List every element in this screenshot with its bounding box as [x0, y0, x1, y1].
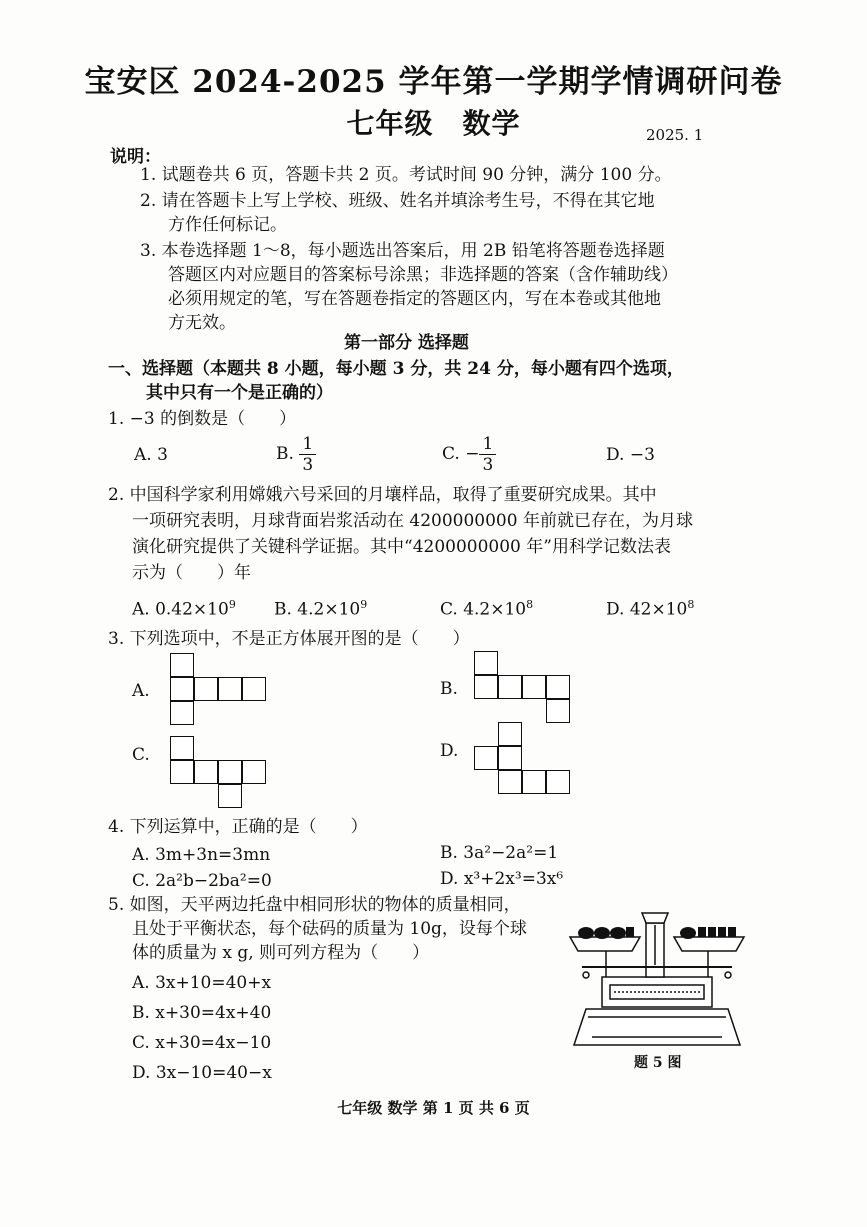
instructions-heading: 说明：	[110, 147, 161, 167]
q3-label-b: B.	[440, 679, 458, 699]
page-footer: 七年级 数学 第 1 页 共 6 页	[337, 1099, 530, 1117]
q2-option-a: A. $0.42\times 10^9$	[132, 598, 236, 620]
instruction-3-cont-1: 答题区内对应题目的答案标号涂黑；非选择题的答案（含作辅助线）	[168, 265, 678, 285]
q2-option-d: D. $42\times 10^8$	[606, 598, 695, 620]
q3-label-d: D.	[440, 741, 459, 761]
q3-stem: 3. 下列选项中，不是正方体展开图的是（ ）	[108, 629, 470, 649]
q2-line-2: 一项研究表明，月球背面岩浆活动在 4200000000 年前就已存在，为月球	[132, 511, 693, 531]
instruction-2-cont: 方作任何标记。	[168, 215, 287, 235]
exam-title: 宝安区 2024-2025 学年第一学期学情调研问卷	[84, 64, 783, 100]
q3-label-a: A.	[132, 681, 150, 701]
q5-option-b: B. x+30=4x+40	[132, 1003, 272, 1023]
instruction-3-cont-2: 必须用规定的笔，写在答题卷指定的答题区内，写在本卷或其他地	[168, 289, 661, 309]
right-weight-3	[718, 927, 726, 937]
section-heading: 一、选择题（本题共 8 小题，每小题 3 分，共 24 分，每小题有四个选项，	[108, 359, 684, 379]
exam-date: 2025. 1	[646, 126, 704, 144]
q1-option-a: A. 3	[134, 445, 168, 465]
q5-line-2: 且处于平衡状态，每个砝码的质量为 10g，设每个球	[132, 919, 527, 939]
balance-scale-illustration	[562, 905, 752, 1055]
q1-stem: 1. −3 的倒数是（ ）	[108, 409, 297, 429]
q2-line-3: 演化研究提供了关键科学证据。其中“4200000000 年”用科学记数法表	[132, 537, 671, 557]
right-weight-4	[728, 927, 736, 937]
left-ball-3	[610, 927, 626, 939]
q2-line-1: 2. 中国科学家利用嫦娥六号采回的月壤样品，取得了重要研究成果。其中	[108, 485, 657, 505]
q1-option-b-label: B.	[276, 444, 294, 464]
q1-option-c-fraction: $\frac{1}{3}$	[479, 434, 496, 475]
q2-option-c: C. $4.2\times 10^8$	[440, 598, 534, 620]
instruction-3: 3. 本卷选择题 1～8，每小题选出答案后，用 2B 铅笔将答题卷选择题	[140, 241, 665, 261]
q4-option-b: B. 3a²−2a²=1	[440, 843, 559, 863]
q5-option-a: A. 3x+10=40+x	[132, 973, 272, 993]
right-weight-2	[708, 927, 716, 937]
q5-figure-caption: 题 5 图	[634, 1055, 682, 1071]
q4-stem: 4. 下列运算中，正确的是（ ）	[108, 817, 368, 837]
q5-option-c: C. x+30=4x−10	[132, 1033, 272, 1053]
balance-scale-figure	[562, 905, 752, 1055]
instruction-1: 1. 试题卷共 6 页，答题卡共 2 页。考试时间 90 分钟，满分 100 分。	[140, 165, 672, 185]
part-heading: 第一部分 选择题	[344, 333, 469, 353]
q5-line-3: 体的质量为 x g, 则可列方程为（ ）	[132, 943, 430, 963]
q2-line-4: 示为（ ）年	[132, 563, 251, 583]
right-ball	[680, 927, 696, 939]
q4-option-a: A. 3m+3n=3mn	[132, 845, 271, 865]
q3-label-c: C.	[132, 745, 150, 765]
q1-option-c	[442, 434, 496, 475]
q4-option-c: C. 2a²b−2ba²=0	[132, 871, 272, 891]
instruction-2: 2. 请在答题卡上写上学校、班级、姓名并填涂考生号，不得在其它地	[140, 191, 655, 211]
exam-subtitle: 七年级 数学	[346, 107, 521, 140]
q1-option-b	[276, 434, 316, 475]
left-ball-1	[578, 927, 594, 939]
q4-option-d: D. x³+2x³=3x⁶	[440, 869, 564, 889]
section-heading-cont: 其中只有一个是正确的）	[146, 383, 333, 403]
q1-option-d: D. −3	[606, 445, 655, 465]
q2-option-b: B. $4.2\times 10^9$	[274, 598, 368, 620]
q1-option-b-fraction: $\frac{1}{3}$	[299, 434, 316, 475]
q5-option-d: D. 3x−10=40−x	[132, 1063, 272, 1083]
q5-line-1: 5. 如图，天平两边托盘中相同形状的物体的质量相同，	[108, 895, 521, 915]
instruction-3-cont-3: 方无效。	[168, 313, 236, 333]
left-weight	[626, 927, 634, 937]
right-weight-1	[698, 927, 706, 937]
left-ball-2	[594, 927, 610, 939]
q1-option-c-label: C. −	[442, 444, 480, 464]
